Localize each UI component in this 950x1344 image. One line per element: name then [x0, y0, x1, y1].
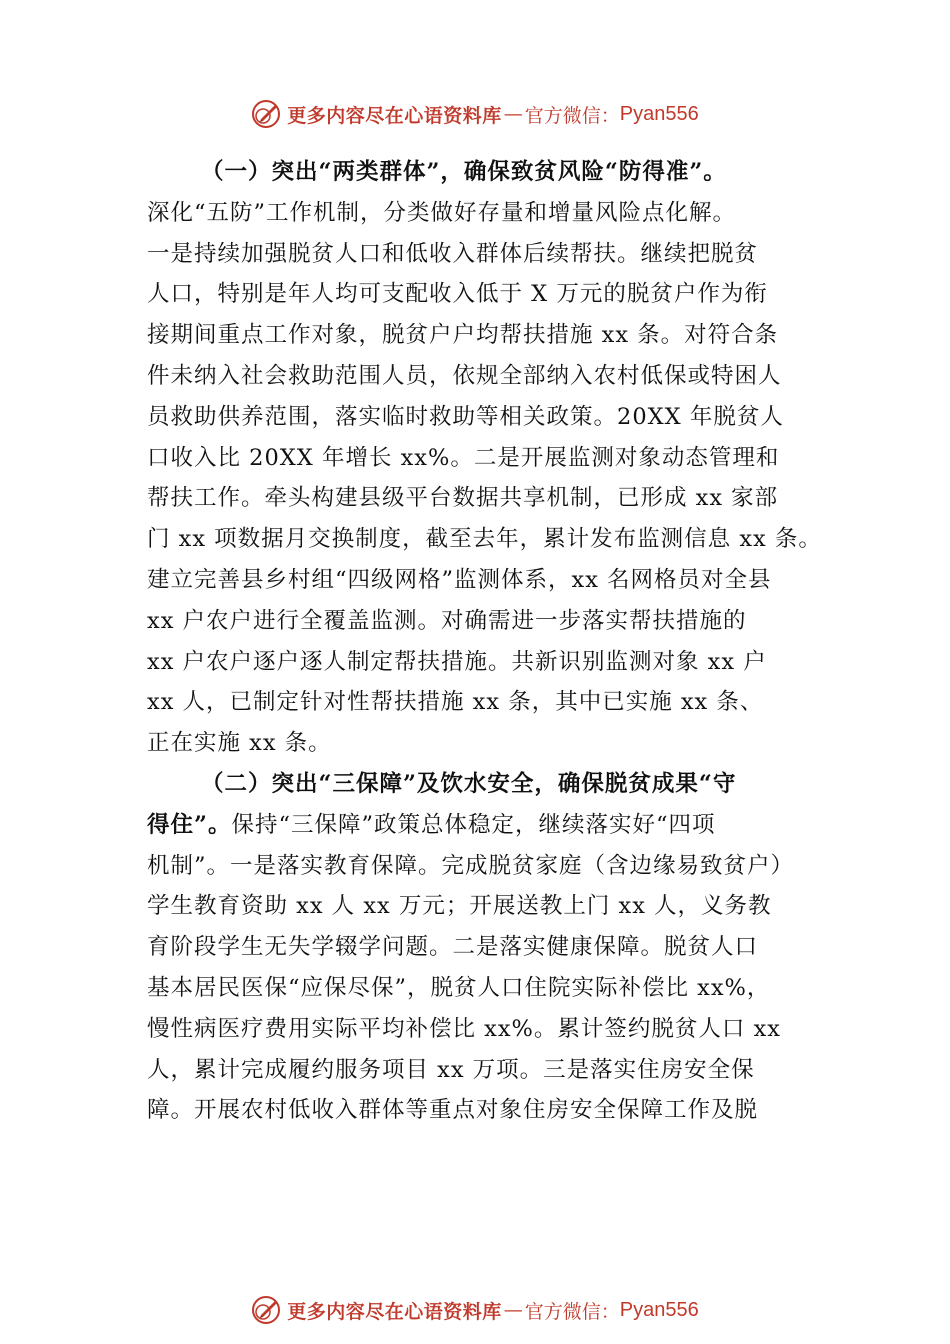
paragraph-line: xx 人，已制定针对性帮扶措施 xx 条，其中已实施 xx 条、 [147, 689, 764, 716]
section2-text: 保持“三保障”政策总体稳定，继续落实好“四项 [231, 811, 716, 838]
paragraph-line: 慢性病医疗费用实际平均补偿比 xx%。累计签约脱贫人口 xx [147, 1015, 781, 1042]
banner-wechat-id: Pyan556 [619, 1298, 699, 1321]
paragraph-line: 建立完善县乡村组“四级网格”监测体系，xx 名网格员对全县 [147, 566, 772, 593]
paragraph-line: 学生教育资助 xx 人 xx 万元；开展送教上门 xx 人，义务教 [147, 893, 772, 920]
paragraph-line: 人，累计完成履约服务项目 xx 万项。三是落实住房安全保 [147, 1056, 755, 1083]
pen-logo-icon [251, 1295, 281, 1325]
paragraph-line: 基本居民医保“应保尽保”，脱贫人口住院实际补偿比 xx%， [147, 974, 771, 1001]
banner-wechat-label: 官方微信： [524, 1300, 620, 1323]
paragraph-line: 口收入比 20XX 年增长 xx%。二是开展监测对象动态管理和 [147, 444, 780, 471]
banner-dash: — [503, 103, 523, 125]
paragraph-line: 门 xx 项数据月交换制度，截至去年，累计发布监测信息 xx 条。 [147, 526, 822, 553]
section2-heading-end: 得住”。 [147, 811, 232, 838]
paragraph-line: 件未纳入社会救助范围人员，依规全部纳入农村低保或特困人 [147, 362, 782, 389]
section2-heading: （二）突出“三保障”及饮水安全，确保脱贫成果“守 [201, 770, 737, 797]
paragraph-line: 帮扶工作。牵头构建县级平台数据共享机制，已形成 xx 家部 [147, 485, 779, 512]
header-banner [0, 94, 950, 134]
banner-dash: — [503, 1299, 523, 1321]
paragraph-line: 一是持续加强脱贫人口和低收入群体后续帮扶。继续把脱贫 [147, 240, 759, 267]
banner-wechat-id: Pyan556 [619, 102, 699, 125]
paragraph-line [147, 805, 827, 846]
document-body [147, 152, 827, 1131]
paragraph-line: 正在实施 xx 条。 [147, 730, 332, 757]
paragraph-line: 育阶段学生无失学辍学问题。二是落实健康保障。脱贫人口 [147, 934, 759, 961]
paragraph-line: 接期间重点工作对象，脱贫户户均帮扶措施 xx 条。对符合条 [147, 322, 779, 349]
paragraph-line: xx 户农户逐户逐人制定帮扶措施。共新识别监测对象 xx 户 [147, 648, 767, 675]
banner-brand-text: 更多内容尽在心语资料库 [287, 104, 502, 127]
paragraph-line: 员救助供养范围，落实临时救助等相关政策。20XX 年脱贫人 [147, 403, 784, 430]
pen-logo-icon [251, 99, 281, 129]
section1-heading: （一）突出“两类群体”，确保致贫风险“防得准”。 [201, 159, 727, 185]
banner-wechat-label: 官方微信： [524, 104, 620, 127]
paragraph-line: 人口，特别是年人均可支配收入低于 X 万元的脱贫户作为衔 [147, 281, 768, 308]
banner-brand-text: 更多内容尽在心语资料库 [287, 1300, 502, 1323]
paragraph-line: xx 户农户进行全覆盖监测。对确需进一步落实帮扶措施的 [147, 607, 747, 634]
paragraph-line: 机制”。一是落实教育保障。完成脱贫家庭（含边缘易致贫户） [147, 852, 795, 879]
paragraph-line: 障。开展农村低收入群体等重点对象住房安全保障工作及脱 [147, 1097, 759, 1124]
footer-banner [0, 1290, 950, 1330]
paragraph-line: 深化“五防”工作机制，分类做好存量和增量风险点化解。 [147, 199, 737, 226]
